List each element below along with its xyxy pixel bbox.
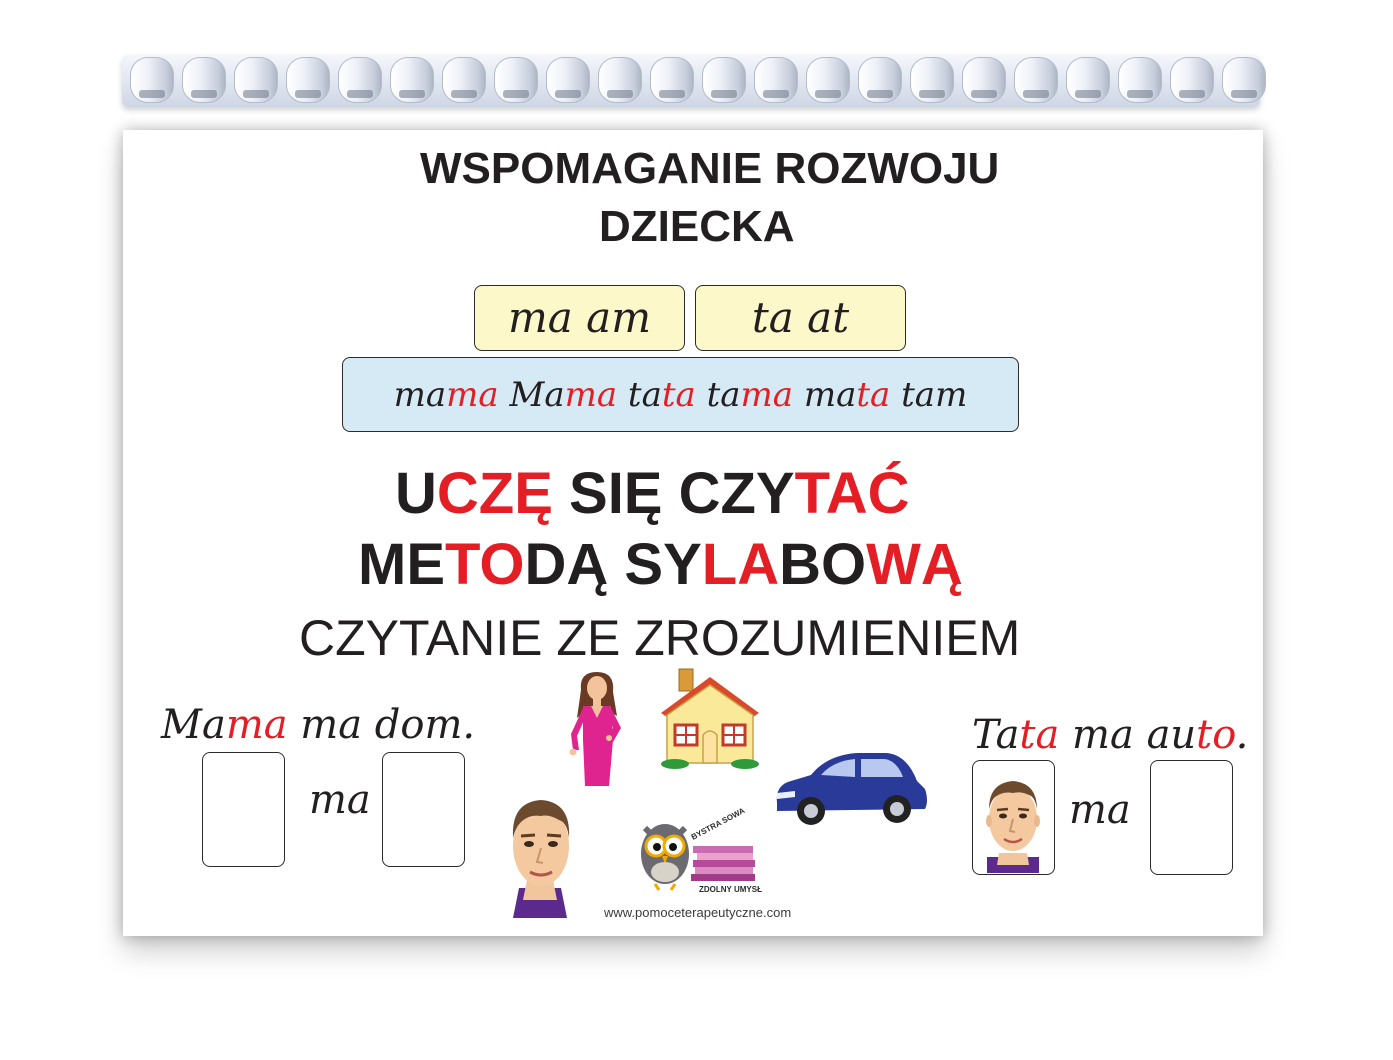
binding-ring <box>806 57 850 103</box>
binding-ring <box>182 57 226 103</box>
main-subtitle: CZYTANIE ZE ZROZUMIENIEM <box>299 610 1021 666</box>
right-sentence: Tata ma auto. <box>972 712 1249 758</box>
logo-bottom-text: ZDOLNY UMYSŁ <box>699 885 762 894</box>
binding-ring <box>286 57 330 103</box>
left-middle-word: ma <box>309 777 371 823</box>
word-Mama: Mama <box>509 374 618 415</box>
left-sentence: Mama ma dom. <box>161 702 476 748</box>
main-title-line1: UCZĘ SIĘ CZYTAĆ <box>395 461 910 526</box>
binding-ring <box>390 57 434 103</box>
binding-ring <box>1014 57 1058 103</box>
binding-ring <box>546 57 590 103</box>
word-tata: tata <box>627 374 696 415</box>
binding-ring <box>494 57 538 103</box>
binding-ring <box>702 57 746 103</box>
binding-ring <box>338 57 382 103</box>
binding-ring <box>598 57 642 103</box>
binding-ring <box>650 57 694 103</box>
binding-ring <box>1066 57 1110 103</box>
binding-ring <box>1222 57 1266 103</box>
answer-box-left-1[interactable] <box>202 752 285 867</box>
word-tam: tam <box>901 374 968 415</box>
word-tama: tama <box>706 374 794 415</box>
bystra-sowa-logo <box>633 806 779 896</box>
man-face-icon <box>973 761 1053 873</box>
word-mata: mata <box>803 374 891 415</box>
binding-ring <box>442 57 486 103</box>
main-title-line2: METODĄ SYLABOWĄ <box>358 532 963 597</box>
worksheet-card <box>123 130 1263 936</box>
footer-url[interactable]: www.pomoceterapeutyczne.com <box>604 905 792 920</box>
syllable-box-ta-at <box>695 285 906 351</box>
logo-top-text: BYSTRA SOWA <box>689 806 747 842</box>
woman-icon <box>563 670 629 788</box>
spiral-binding <box>122 55 1260 107</box>
header-title-line1: WSPOMAGANIE ROZWOJU <box>420 144 1000 193</box>
binding-ring <box>1170 57 1214 103</box>
binding-ring <box>1118 57 1162 103</box>
binding-ring <box>130 57 174 103</box>
binding-ring <box>754 57 798 103</box>
man-icon <box>501 788 577 918</box>
word-mama: mama <box>393 374 499 415</box>
word-strip-text <box>393 374 968 415</box>
answer-box-right-2[interactable] <box>1150 760 1233 875</box>
answer-box-left-2[interactable] <box>382 752 465 867</box>
syllable-box-ta-at-text: ta at <box>751 293 850 342</box>
header-title-line2: DZIECKA <box>599 202 795 251</box>
syllable-box-ma-am-text: ma am <box>507 293 652 342</box>
right-middle-word: ma <box>1069 787 1131 833</box>
answer-box-right-1 <box>972 760 1055 875</box>
binding-ring <box>858 57 902 103</box>
binding-ring <box>962 57 1006 103</box>
syllable-box-ma-am <box>474 285 685 351</box>
car-icon <box>771 745 931 833</box>
binding-ring <box>234 57 278 103</box>
word-strip <box>342 357 1019 432</box>
house-icon <box>657 667 763 771</box>
binding-ring <box>910 57 954 103</box>
